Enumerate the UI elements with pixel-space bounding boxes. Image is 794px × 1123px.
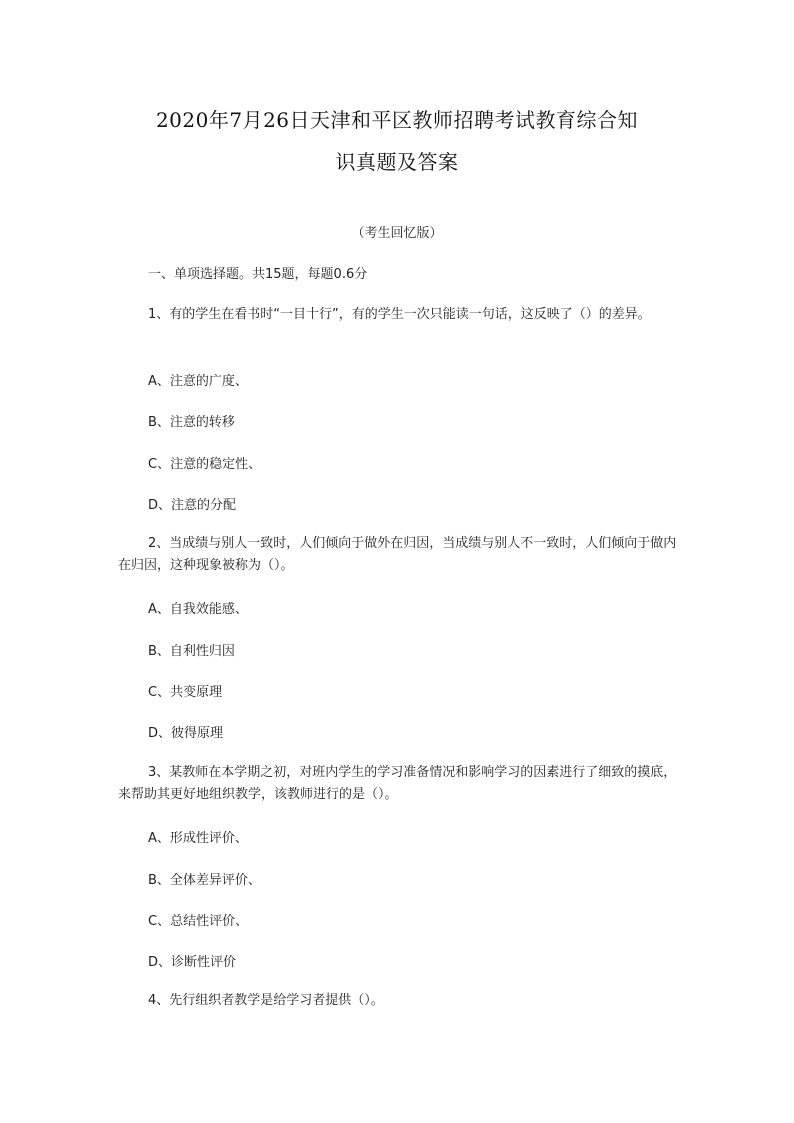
document-subtitle: （考生回忆版） <box>351 226 443 241</box>
question-3-stem: 3、某教师在本学期之初，对班内学生的学习准备情况和影响学习的因素进行了细致的摸底，来帮助其更好地组织教学，该教师进行的是（）。 <box>118 765 677 802</box>
question-3-option-d: D、诊断性评价 <box>148 955 237 970</box>
question-2-option-b: B、自利性归因 <box>148 644 235 659</box>
question-1-option-c: C、注意的稳定性、 <box>148 457 262 472</box>
question-4-stem: 4、先行组织者教学是给学习者提供（）。 <box>148 993 384 1008</box>
question-2-stem: 2、当成绩与别人一致时，人们倾向于做外在归因，当成绩与别人不一致时，人们倾向于做内在归因，这种现象被称为（）。 <box>118 536 677 573</box>
question-3-option-b: B、全体差异评价、 <box>148 873 261 888</box>
question-2-option-a: A、自我效能感、 <box>148 602 248 617</box>
question-3-option-c: C、总结性评价、 <box>148 914 249 929</box>
question-2-option-c: C、共变原理 <box>148 685 223 700</box>
document-title-line-1: 2020年7月26日天津和平区教师招聘考试教育综合知 <box>155 108 639 132</box>
section-heading: 一、单项选择题。共15题，每题0.6分 <box>148 267 368 282</box>
document-title-line-2: 识真题及答案 <box>335 150 459 174</box>
question-2-option-d: D、彼得原理 <box>148 726 224 741</box>
question-3-option-a: A、形成性评价、 <box>148 831 248 846</box>
question-1-stem: 1、有的学生在看书时“一目十行”，有的学生一次只能读一句话，这反映了（）的差异。 <box>148 307 651 322</box>
question-1-option-b: B、注意的转移 <box>148 415 235 430</box>
question-1-option-d: D、注意的分配 <box>148 498 237 513</box>
question-1-option-a: A、注意的广度、 <box>148 374 248 389</box>
